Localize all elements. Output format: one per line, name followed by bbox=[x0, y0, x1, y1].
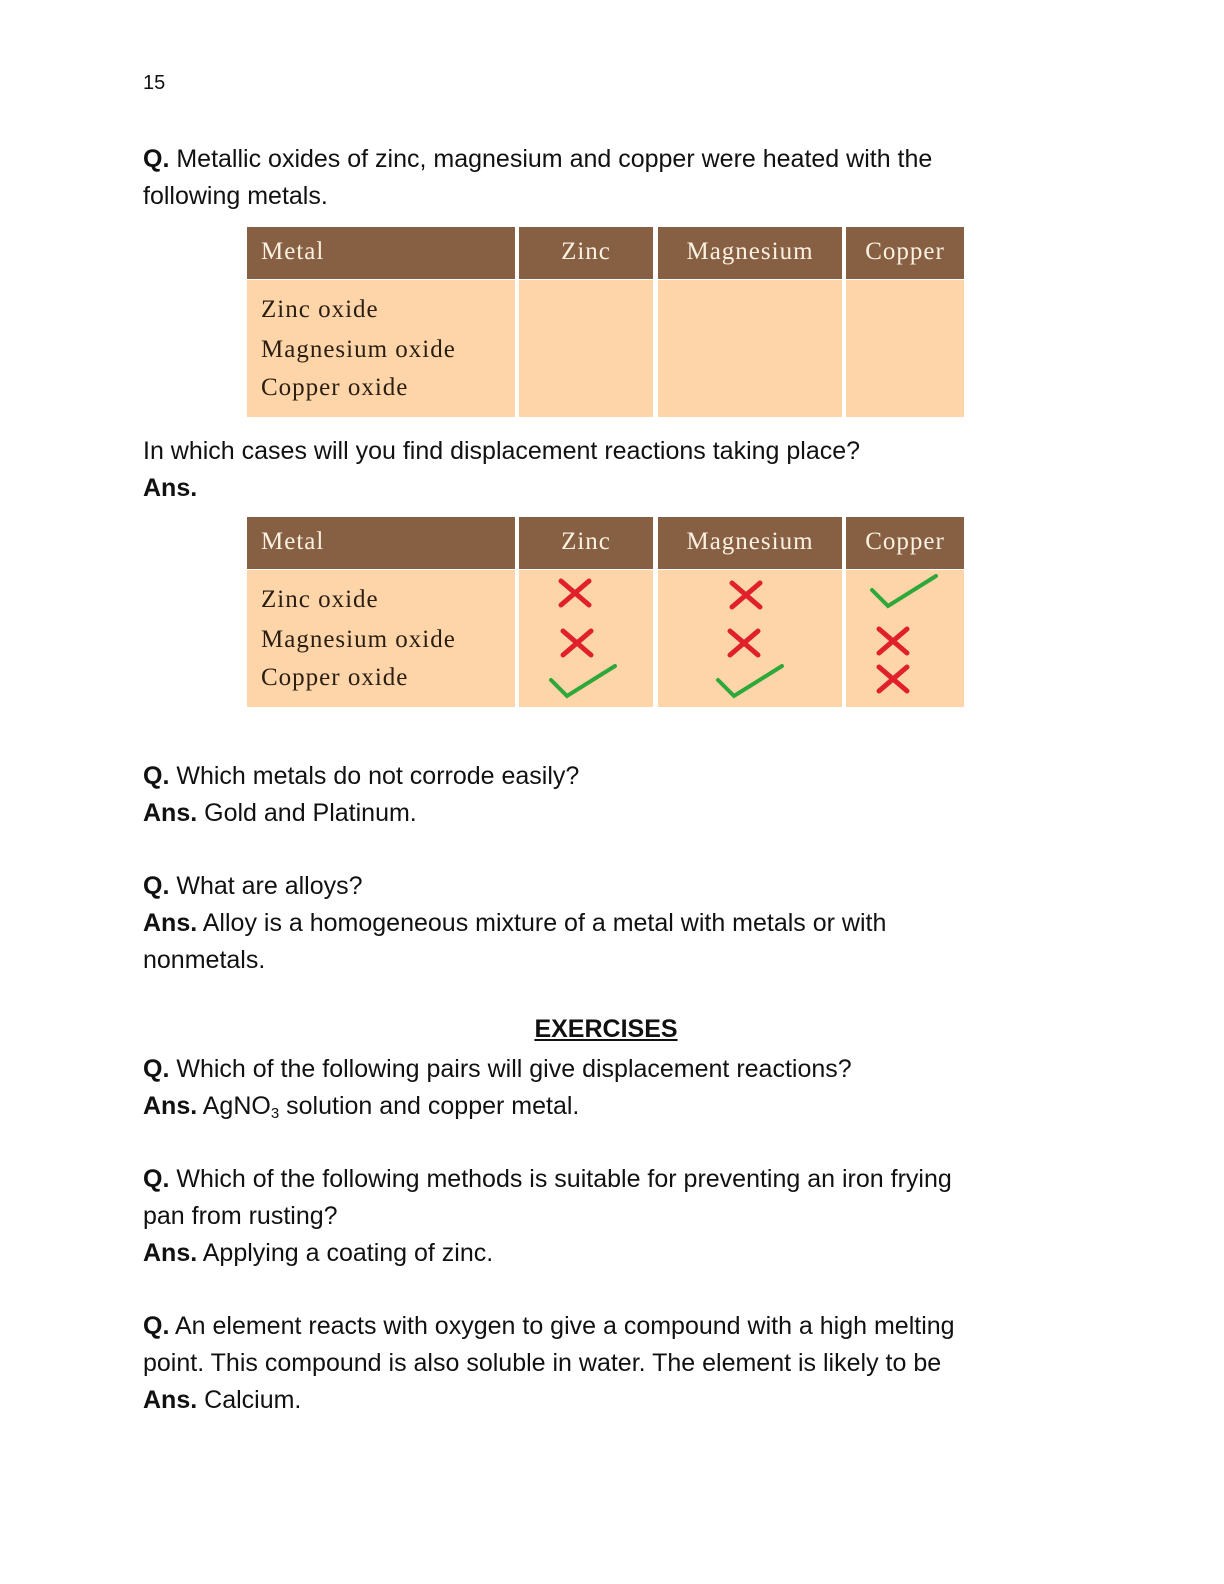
question-text: following metals. bbox=[143, 182, 328, 210]
answer-table bbox=[247, 517, 964, 707]
table-header-copper: Copper bbox=[846, 517, 964, 569]
subscript: 3 bbox=[270, 1105, 280, 1122]
question-text: Which metals do not corrode easily? bbox=[169, 762, 580, 790]
cross-icon bbox=[875, 664, 911, 694]
question-text: What are alloys? bbox=[169, 872, 363, 900]
question-1-followup bbox=[143, 433, 1103, 507]
question-2 bbox=[143, 758, 1103, 832]
answer-text: Alloy is a homogeneous mixture of a metal with metals or with bbox=[197, 909, 887, 937]
question-6 bbox=[143, 1308, 1103, 1419]
q-label: Q. bbox=[143, 1165, 170, 1193]
table-header-magnesium: Magnesium bbox=[658, 517, 842, 569]
ans-label: Ans. bbox=[143, 1092, 198, 1120]
answer-text: Gold and Platinum. bbox=[197, 799, 417, 827]
row-label: Copper oxide bbox=[261, 374, 409, 401]
check-icon bbox=[547, 662, 619, 702]
table-header-zinc: Zinc bbox=[519, 227, 653, 279]
table-header-magnesium: Magnesium bbox=[658, 227, 842, 279]
check-icon bbox=[868, 572, 940, 612]
page-number: 15 bbox=[143, 72, 166, 94]
question-text: Which of the following methods is suitable for preventing an iron frying bbox=[169, 1165, 952, 1193]
ans-label: Ans. bbox=[143, 1386, 198, 1414]
question-text: Metallic oxides of zinc, magnesium and copper were heated with the bbox=[169, 145, 933, 173]
cross-icon bbox=[728, 580, 764, 610]
answer-text: AgNO bbox=[197, 1092, 271, 1120]
ans-label: Ans. bbox=[143, 1239, 198, 1267]
question-1 bbox=[143, 141, 1103, 215]
question-5 bbox=[143, 1161, 1103, 1272]
table-header-metal: Metal bbox=[247, 517, 515, 569]
q-label: Q. bbox=[143, 872, 170, 900]
check-icon bbox=[714, 662, 786, 702]
cross-icon bbox=[559, 628, 595, 658]
question-text: Which of the following pairs will give displacement reactions? bbox=[169, 1055, 852, 1083]
question-3 bbox=[143, 868, 1103, 979]
table-header-zinc: Zinc bbox=[519, 517, 653, 569]
row-label: Zinc oxide bbox=[261, 586, 379, 613]
answer-text: Calcium. bbox=[197, 1386, 302, 1414]
q-label: Q. bbox=[143, 1055, 170, 1083]
question-text: In which cases will you find displacement reactions taking place? bbox=[143, 437, 861, 465]
question-text: An element reacts with oxygen to give a compound with a high melting bbox=[169, 1312, 955, 1340]
question-text: point. This compound is also soluble in water. The element is likely to be bbox=[143, 1349, 942, 1377]
ans-label: Ans. bbox=[143, 799, 198, 827]
question-text: pan from rusting? bbox=[143, 1202, 338, 1230]
metals-table bbox=[247, 227, 964, 417]
row-label: Copper oxide bbox=[261, 664, 409, 691]
table-header-copper: Copper bbox=[846, 227, 964, 279]
cross-icon bbox=[875, 626, 911, 656]
row-label: Magnesium oxide bbox=[261, 626, 456, 653]
q-label: Q. bbox=[143, 1312, 170, 1340]
answer-text: solution and copper metal. bbox=[279, 1092, 580, 1120]
answer-text: Applying a coating of zinc. bbox=[197, 1239, 494, 1267]
q-label: Q. bbox=[143, 762, 170, 790]
row-label: Zinc oxide bbox=[261, 296, 379, 323]
cross-icon bbox=[726, 628, 762, 658]
cross-icon bbox=[557, 578, 593, 608]
table-header-metal: Metal bbox=[247, 227, 515, 279]
ans-label: Ans. bbox=[143, 909, 198, 937]
exercises-heading: EXERCISES bbox=[534, 1015, 678, 1043]
ans-label: Ans. bbox=[143, 474, 198, 502]
q-label: Q. bbox=[143, 145, 170, 173]
question-4 bbox=[143, 1051, 1103, 1132]
row-label: Magnesium oxide bbox=[261, 336, 456, 363]
answer-text: nonmetals. bbox=[143, 946, 266, 974]
